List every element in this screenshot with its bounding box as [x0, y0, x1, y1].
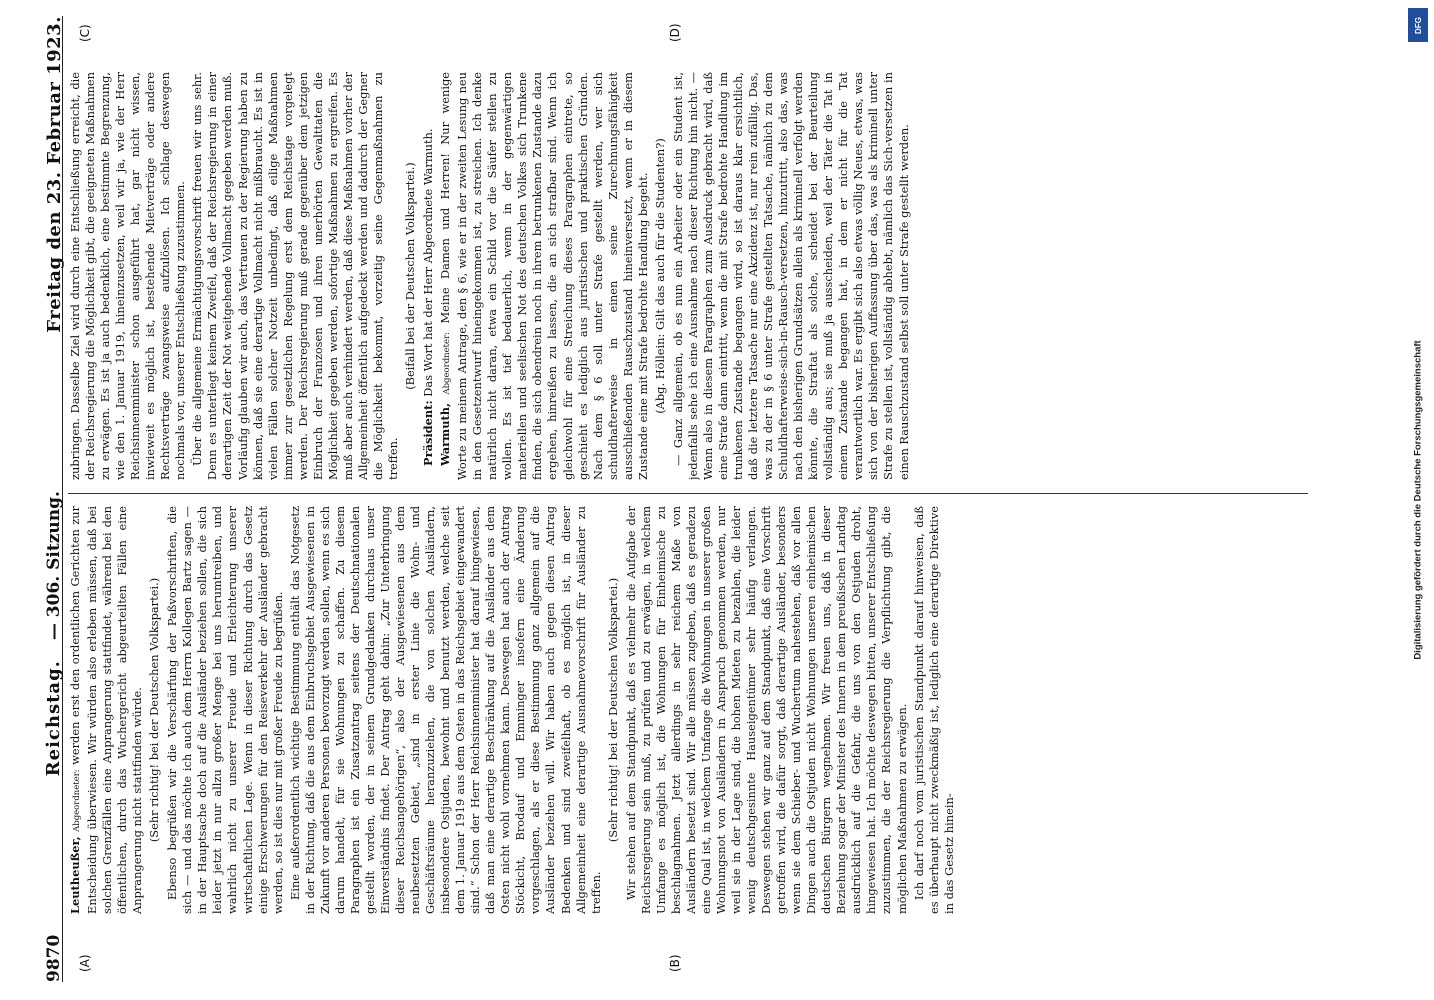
speaker-role: Abgeordneter: [442, 331, 453, 395]
header-date: Freitag den 23. Februar 1923. [43, 16, 65, 333]
paragraph: Über die allgemeine Ermächtigungsvorschrift freuen wir uns sehr. Denn es unterliegt keinem Zweifel, daß der Reichsregierung in einer derartigen Zeit der Not weitgehende Vollmacht gegeben werden muß. Vorläufig glauben wir auch, das Vertrauen zu der Regierung haben zu können, daß sie eine derartige Vollmacht nicht mißbraucht. Es ist in vielen Fällen solcher Notzeit unbedingt, daß eilige Maßnahmen immer zur gesetzlichen Regelung erst dem Reichstage vorgelegt werden. Der Reichsregierung muß gerade gegenüber dem jetzigen Einbruch der Franzosen und ihren unerhörten Gewalttaten die Möglichkeit gegeben werden, sofortige Maßnahmen zu ergreifen. Es muß aber auch verhindert werden, daß diese Maßnahmen vorher der Allgemeinheit öffentlich aufgedeckt werden und dadurch der Gegner die Möglichkeit bekommt, vorzeitig seine Gegenmaßnahmen zu treffen. [190, 72, 400, 480]
margin-mark-b: (B) [668, 954, 682, 972]
interjection: (Abg. Höllein: Gilt das auch für die Studenten?) [652, 138, 667, 414]
header-title: Reichstag. [42, 660, 64, 777]
margin-mark-c: (C) [78, 24, 92, 42]
page-number: 9870 [43, 934, 64, 982]
header-session: — 306. Sitzung. [43, 491, 64, 641]
dfg-logo: DFG [1408, 8, 1428, 42]
interjection: (Sehr richtig! bei der Deutschen Volkspartei.) [605, 577, 620, 843]
column-divider [68, 493, 1308, 494]
right-column [68, 72, 1368, 480]
left-column [68, 506, 1368, 914]
digitization-credit [1404, 0, 1432, 1000]
speaker-name: Warmuth, [438, 402, 453, 466]
paragraph-text: Das Wort hat der Herr Abgeordnete Warmuth. [421, 128, 436, 397]
paragraph: Ebenso begrüßen wir die Verschärfung der Paßvorschriften, die sich — und das möchte ich auch dem Herrn Kollegen Bartz sagen — in der Hauptsache doch auf die Ausländer beziehen sollen, die sich leider jetzt in nur allzu großer Menge bei uns herumtreiben, und wahrlich nicht zu unserer Freude und Erleichterung unserer wirtschaftlichen Lage. Wenn in dieser Richtung durch das Gesetz einige Erschwerungen für den Reiseverkehr der Ausländer gebracht werden, so ist dies nur mit großer Freude zu begrüßen. [165, 506, 285, 914]
interjection: (Sehr richtig! bei der Deutschen Volkspartei.) [147, 577, 162, 843]
credit-text: Digitalisierung gefördert durch die Deutsche Forschungsgemeinschaft [1412, 340, 1424, 660]
interjection: (Beifall bei der Deutschen Volkspartei.) [403, 162, 418, 390]
paragraph [421, 72, 436, 480]
paragraph-text: werden erst den ordentlichen Gerichten zur Entscheidung überwiesen. Wir würden also erleben müssen, daß bei solchen Grenzfällen eine Anprangerung stattfindet, während bei den öffentlichen, durch das Wuchergericht abgeurteilten Fällen eine Anprangerung nicht stattfinden würde. [68, 506, 145, 914]
paragraph: zubringen. Dasselbe Ziel wird durch eine Entschließung erreicht, die der Reichsregierung die Möglichkeit gibt, die geeigneten Maßnahmen zu erwägen. Es ist ja auch bedenklich, eine bestimmte Begrenzung, wie den 1. Januar 1919, hineinzusetzen, weil wir ja, wie der Herr Reichsinnenminister schon ausgeführt hat, gar nicht wissen, inwieweit es möglich ist, bestehende Mietverträge oder andere Rechtsverträge zwangsweise aufzulösen. Ich schlage deswegen nochmals vor, unserer Entschließung zuzustimmen. [68, 72, 188, 480]
speaker-name: Leutheußer, [68, 836, 82, 914]
paragraph-text: Meine Damen und Herren! Nur wenige Worte zu meinem Antrage, den § 6, wie er in der zweiten Lesung neu in den Gesetzentwurf hineingekommen ist, zu streichen. Ich denke natürlich nicht daran, etwa ein Schild vor die Säufer stellen zu wollen. Es ist tief bedauerlich, wenn in der gegenwärtigen materiellen und seelischen Not des deutschen Volkes sich Trunkene finden, die sich obendrein noch in ihrem betrunkenen Zustande dazu ergehen, hinreißen zu lassen, die an sich strafbar sind. Wenn ich gleichwohl für eine Streichung dieses Paragraphen eintrete, so geschieht es lediglich aus juristischen und praktischen Gründen. Nach dem § 6 soll unter Strafe gestellt werden, wer sich schuldhafterweise in einen seine Zurechnungsfähigkeit ausschließenden Rauschzustand hineinversetzt, wenn er in diesem Zustande eine mit Strafe bedrohte Handlung begeht. [438, 72, 650, 480]
paragraph [438, 72, 651, 480]
page-header [2, 16, 63, 982]
paragraph: Ich darf noch vom juristischen Standpunkt darauf hinweisen, daß es überhaupt nicht zweckmäßig ist, lediglich eine derartige Direktive in das Gesetz hinein- [911, 506, 956, 914]
margin-mark-a: (A) [78, 954, 92, 972]
paragraph: Wir stehen auf dem Standpunkt, daß es vielmehr die Aufgabe der Reichsregierung sein muß, zu prüfen und zu erwägen, in welchem Umfange es möglich ist, die Wohnungen für Einheimische zu beschlagnahmen. Jetzt allerdings in sehr reichem Maße von Ausländern besetzt sind. Wir alle müssen zugeben, daß es geradezu eine Qual ist, in welchem Umfange die Wohnungen in unserer großen Wohnungsnot von Ausländern in Anspruch genommen werden, nur weil sie in der Lage sind, die hohen Mieten zu bezahlen, die leider wenig deutschgesinnte Hauseigentümer sehr häufig verlangen. Deswegen stehen wir ganz auf dem Standpunkt, daß eine Vorschrift getroffen wird, die dafür sorgt, daß derartige Ausländer, besonders wenn sie dem Schieber- und Wuchertum nahestehen, daß vor allen Dingen auch die Ostjuden nicht Wohnungen unseren einheimischen deutschen Bürgern wegnehmen. Wir freuen uns, daß in dieser Beziehung sogar der Minister des Innern in dem preußischen Landtag ausdrücklich auf die Gefahr, die uns von den Ostjuden droht, hingewiesen hat. Ich möchte deswegen bitten, unserer Entschließung zuzustimmen, die der Reichsregierung die Verpflichtung gibt, die möglichen Maßnahmen zu erwägen. [623, 506, 909, 914]
paragraph: — Ganz allgemein, ob es nun ein Arbeiter oder ein Student ist, jedenfalls sehe ich eine Ausnahme nach dieser Richtung hin nicht. — Wenn also in diesem Paragraphen zum Ausdruck gebracht wird, daß eine Strafe dann eintritt, wenn die mit Strafe bedrohte Handlung im trunkenen Zustande begangen wird, so ist daraus klar ersichtlich, daß die letztere Tatsache nur eine Akzidenz ist, nur rein zufällig. Das, was zu der in § 6 unter Strafe gestellten Tatsache, nämlich zu dem Schuldhafterweise-sich-in-Rausch-versetzen, hinzutritt, also das, was nach den bisherigen Grundsätzen allein als kriminell verfolgt werden könnte, die Straftat als solche, scheidet bei der Beurteilung vollständig aus; sie muß ja ausscheiden, weil der Täter die Tat in einem Zustande begangen hat, in dem er nicht für die Tat verantwortlich war. Es ergibt sich also etwas völlig Neues, etwas, was sich von der bisherigen Auffassung über das, was als kriminell unter Strafe zu stellen ist, vollständig abhebt, nämlich das Sich-versetzen in einen Rauschzustand selbst soll unter Strafe gestellt werden. [670, 72, 911, 480]
speaker-role: Abgeordneter: [72, 769, 82, 832]
speaker-name: Präsident: [421, 400, 436, 466]
margin-mark-d: (D) [668, 23, 682, 42]
paragraph [68, 506, 145, 914]
paragraph: Eine außerordentlich wichtige Bestimmung enthält das Notgesetz in der Richtung, daß die aus dem Einbruchsgebiet Ausgewiesenen in Zukunft vor anderen Personen bevorzugt werden sollen, wenn es sich darum handelt, für sie Wohnungen zu schaffen. Zu diesem Paragraphen ist ein Zusatzantrag seitens der Deutschnationalen gestellt worden, der in seinem Grundgedanken durchaus unser Einverständnis findet. Der Antrag geht dahin: „Zur Unterbringung dieser Reichsangehörigen“, also der Ausgewiesenen aus dem neubesetzten Gebiet, „sind in erster Linie die Wohn- und Geschäftsräume heranzuziehen, die von solchen Ausländern, insbesondere Ostjuden, bewohnt und benutzt werden, welche seit dem 1. Januar 1919 aus dem Osten in das Reichsgebiet eingewandert sind.“ Schon der Herr Reichsinnenminister hat darauf hingewiesen, daß man eine derartige Beschränkung auf die Ausländer aus dem Osten nicht wohl vornehmen kann. Deswegen hat auch der Antrag Stöckicht, Brodauf und Emminger insofern eine Änderung vorgeschlagen, als er diese Bestimmung ganz allgemein auf die Ausländer beziehen will. Wir haben auch gegen diesen Antrag Bedenken und sind zweifelhaft, ob es möglich ist, in dieser Allgemeinheit eine derartige Ausnahmevorschrift für Ausländer zu treffen. [287, 506, 603, 914]
